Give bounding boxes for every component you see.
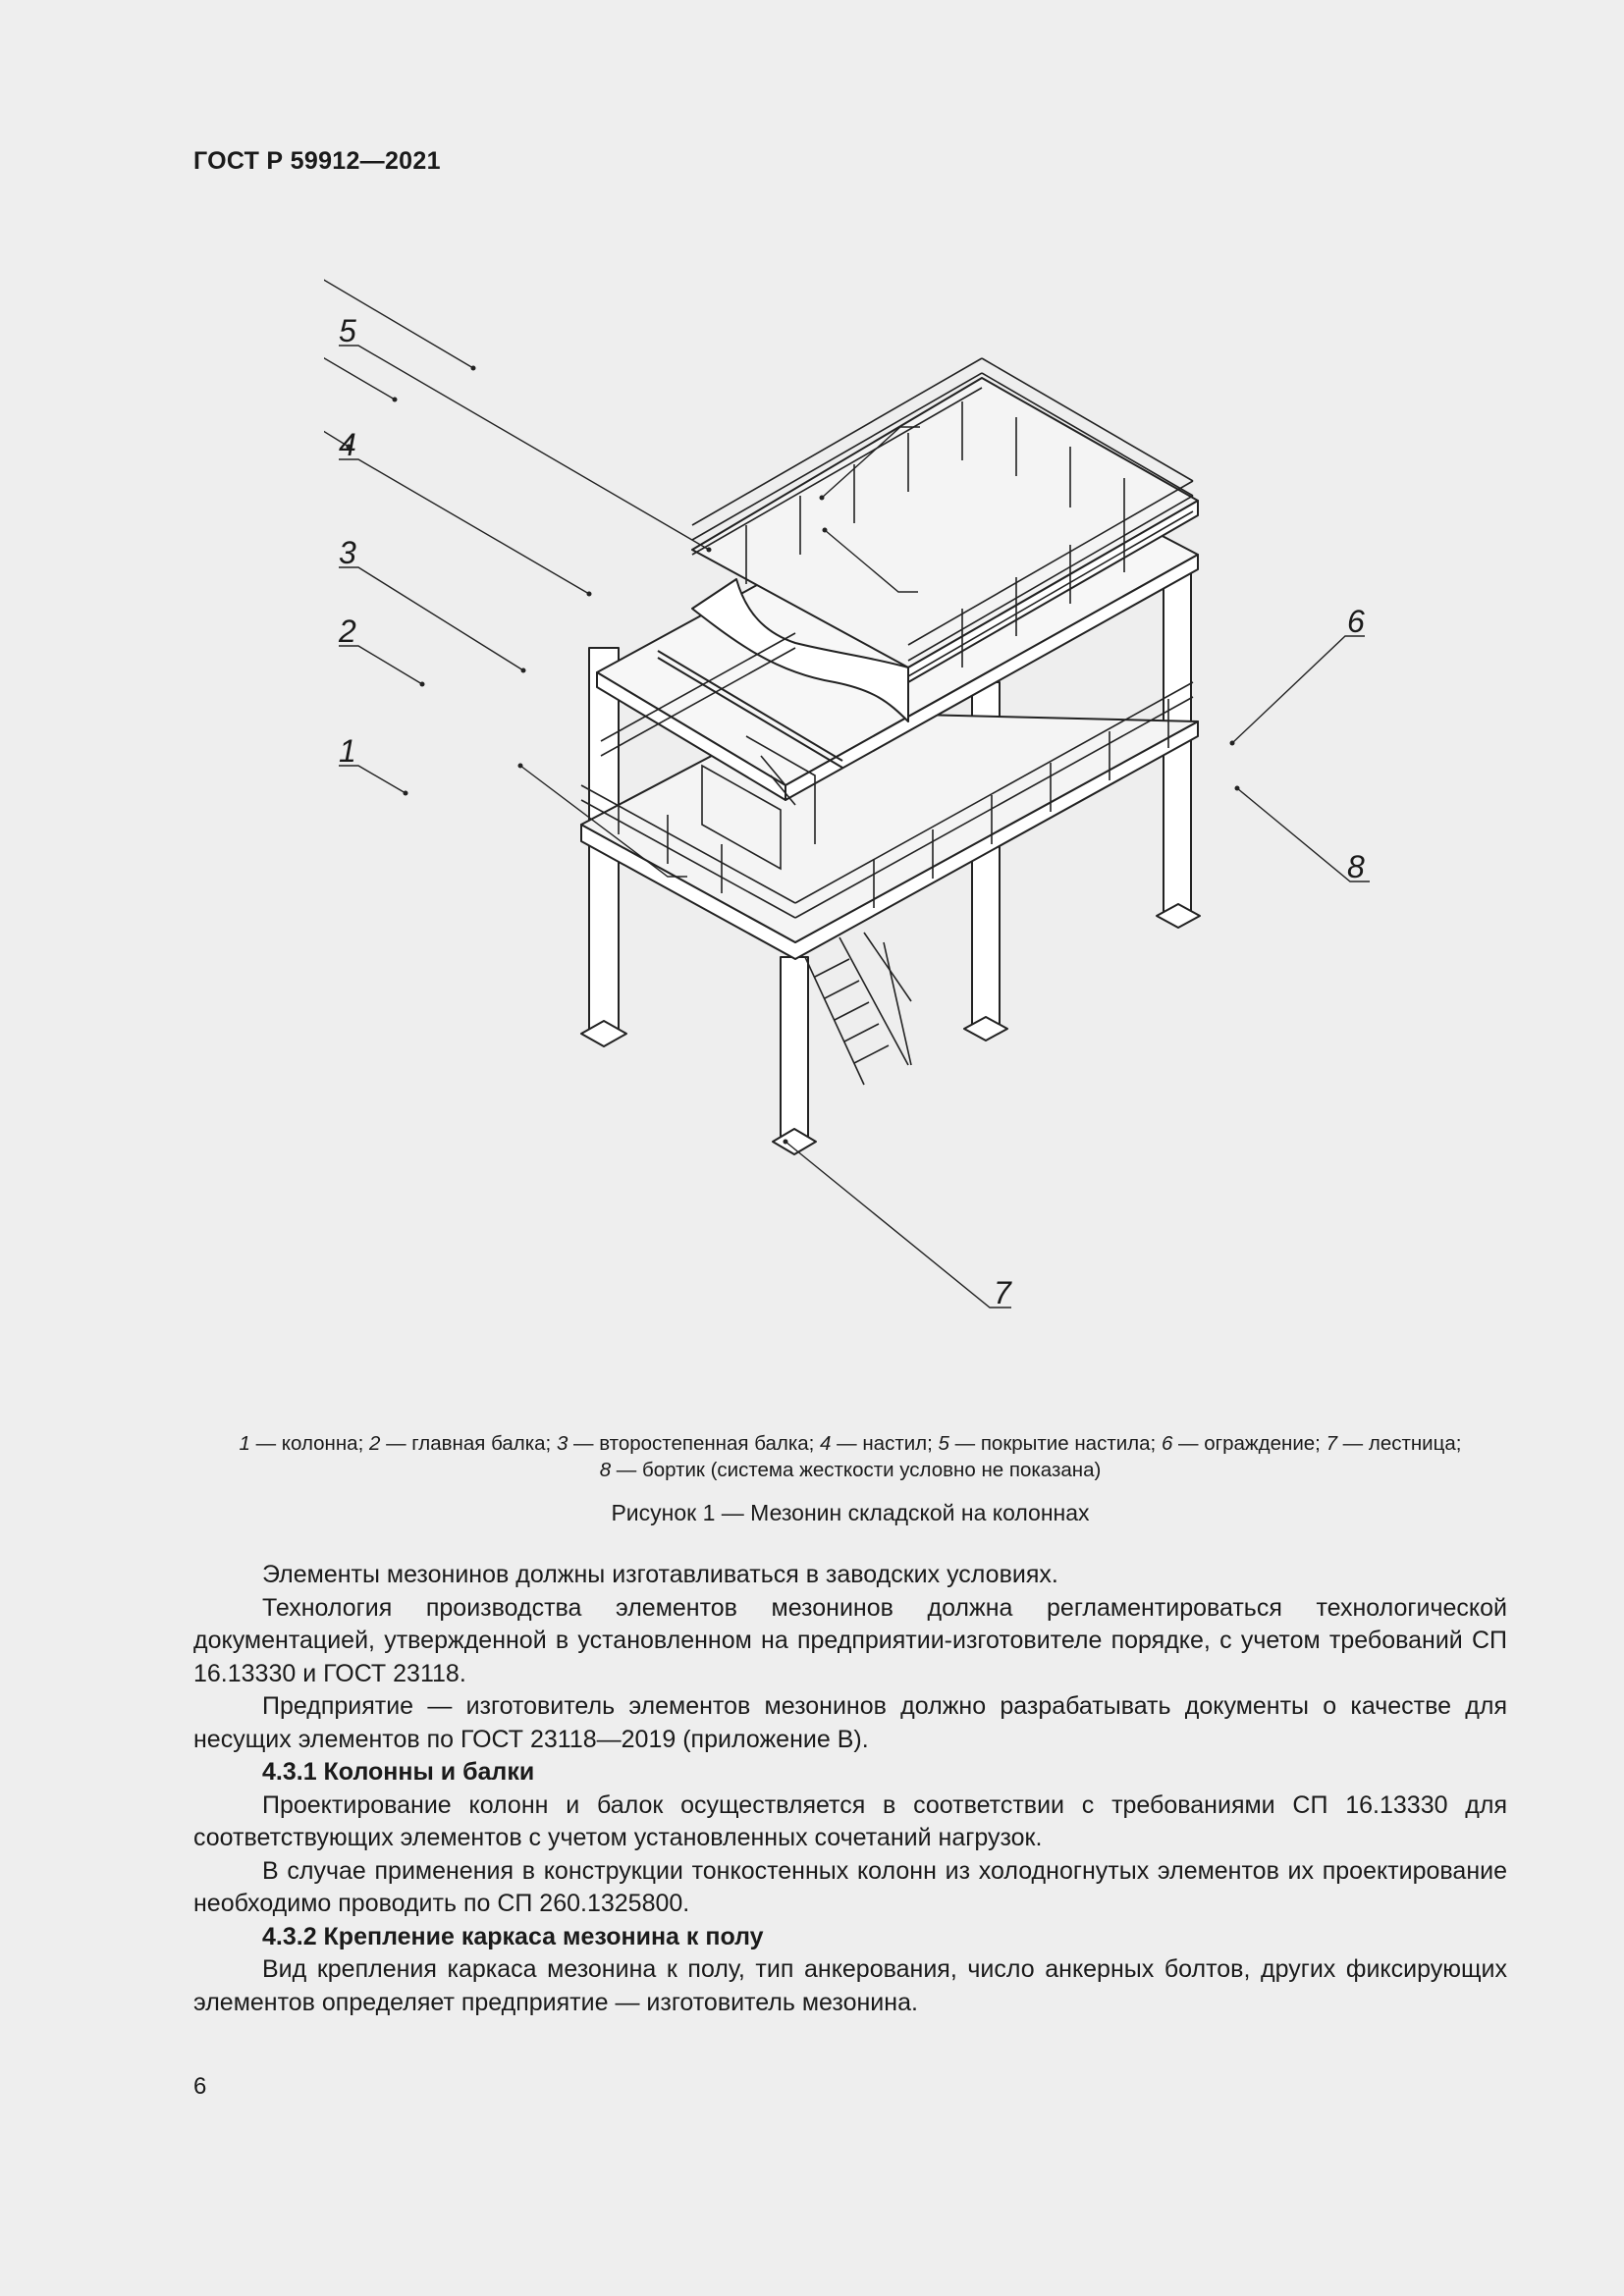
column-front [781,957,808,1144]
legend-text: — бортик (система жесткости условно не показана) [611,1459,1102,1481]
section-heading-4-3-1: 4.3.1 Колонны и балки [262,1758,535,1786]
legend-text: — колонна; [249,1432,369,1455]
paragraph: Проектирование колонн и балок осуществляется в соответствии с требованиями СП 16.13330 для соответствующих элементов с учетом установленных сочетаний нагрузок. [193,1790,1507,1851]
figure-caption: Рисунок 1 — Мезонин складской на колоннах [611,1500,1090,1525]
callout-6: 6 [1347,604,1365,639]
callout-3: 3 [339,535,356,570]
base-plate [581,1021,626,1046]
legend-num: 1 [239,1432,250,1455]
legend-num: 6 [1161,1432,1173,1455]
callout-8: 8 [1347,849,1365,884]
body-text [193,1559,1507,2019]
page-number: 6 [193,2073,207,2100]
legend-num: 4 [820,1432,832,1455]
section-heading-4-3-2: 4.3.2 Крепление каркаса мезонина к полу [262,1922,764,1950]
paragraph: Вид крепления каркаса мезонина к полу, тип анкерования, число анкерных болтов, других фиксирующих элементов определяет предприятие — изготовитель мезонина. [193,1955,1507,2016]
paragraph: В случае применения в конструкции тонкостенных колонн из холодногнутых элементов их проектирование необходимо проводить по СП 260.1325800. [193,1856,1507,1917]
legend-line-2 [193,1457,1507,1483]
callout-7: 7 [994,1275,1011,1310]
leader-line-3 [324,383,349,447]
legend-text: — покрытие настила; [948,1432,1162,1455]
legend-text: — главная балка; [380,1432,557,1455]
mezzanine-figure [324,221,1365,1409]
callout-5: 5 [339,313,356,348]
paragraph: Элементы мезонинов должны изготавливаться в заводских условиях. [262,1561,1058,1588]
figure-legend [193,1430,1507,1483]
leader-line-4 [324,312,395,400]
base-plate [964,1017,1007,1041]
leader-line-5 [324,234,473,368]
callout-2: 2 [339,614,356,649]
callout-1: 1 [339,733,356,769]
paragraph: Предприятие — изготовитель элементов мезонинов должно разрабатывать документы о качестве для несущих элементов по ГОСТ 23118—2019 (приложение В). [193,1692,1507,1753]
legend-line-1 [193,1430,1507,1457]
base-plate [773,1129,816,1154]
legend-num: 2 [368,1432,381,1455]
legend-text: — лестница; [1336,1432,1462,1455]
legend-num: 7 [1326,1432,1337,1455]
legend-num: 8 [599,1459,612,1481]
legend-text: — ограждение; [1172,1432,1326,1455]
legend-text: — настил; [831,1432,939,1455]
legend-num: 3 [556,1432,568,1455]
legend-num: 5 [938,1432,949,1455]
mezzanine-drawing [324,221,1365,1409]
document-code-header: ГОСТ Р 59912—2021 [193,147,441,175]
legend-text: — второстепенная балка; [568,1432,821,1455]
paragraph: Технология производства элементов мезонинов должна регламентироваться технологической документацией, утвержденной в установленном на предприятии-изготовителе порядке, с учетом требований СП 16.13330 и ГОСТ 23118. [193,1593,1507,1687]
callout-4: 4 [339,427,356,462]
